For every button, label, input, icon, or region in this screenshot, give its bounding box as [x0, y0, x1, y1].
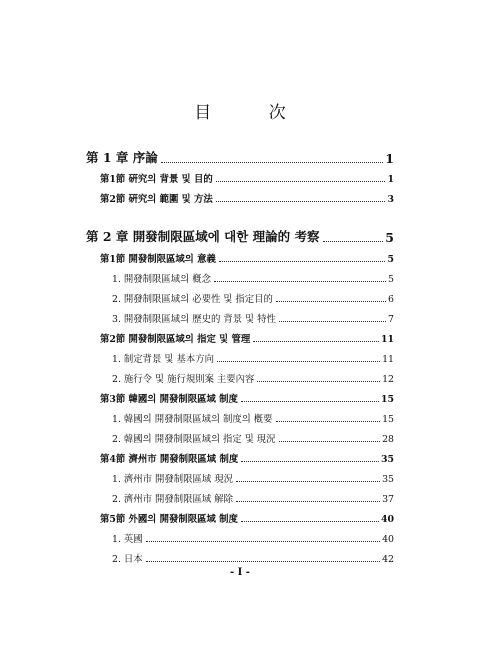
dot-leader — [161, 161, 384, 163]
toc-entry-title: 第2節 硏究의 範圍 및 方法 — [100, 194, 213, 205]
toc-entry-level-3 — [112, 531, 394, 545]
dot-leader — [323, 240, 384, 242]
dot-leader — [216, 180, 386, 182]
toc-entry-page: 11 — [382, 354, 394, 365]
dot-leader — [257, 380, 380, 382]
toc-entry-title: 2. 日本 — [112, 554, 143, 565]
toc-entry-level-2 — [100, 511, 394, 525]
toc-entry-level-3 — [112, 491, 394, 505]
toc-entry-title: 第1節 硏究의 背景 및 目的 — [100, 174, 213, 185]
dot-leader — [279, 320, 386, 322]
toc-entry-title: 1. 韓國의 開發制限區域의 制度의 槪要 — [112, 414, 273, 425]
page-folio: - I - — [230, 567, 250, 578]
dot-leader — [214, 280, 386, 282]
toc-entry-title: 2. 施行令 및 施行規則案 主要內容 — [112, 374, 255, 385]
toc-entry-level-1 — [86, 227, 394, 245]
toc-entry-page: 35 — [380, 454, 394, 465]
toc-entry-page: 35 — [382, 474, 394, 485]
toc-entry-page: 11 — [380, 334, 394, 345]
toc-entry-title: 3. 開發制限區域의 歷史的 背景 및 特性 — [112, 314, 276, 325]
toc-entry-title: 2. 濟州市 開發制限區域 解除 — [112, 494, 234, 505]
toc-entry-title: 第 1 章 序論 — [86, 150, 158, 165]
toc-entry-level-1 — [86, 148, 394, 166]
dot-leader — [216, 200, 386, 202]
toc-entry-title: 第4節 濟州市 開發制限區域 制度 — [100, 454, 239, 465]
toc-entry-page: 1 — [387, 174, 394, 185]
toc-entry-level-3 — [112, 411, 394, 425]
dot-leader — [241, 520, 379, 522]
toc-entry-page: 40 — [382, 534, 394, 545]
dot-leader — [241, 400, 379, 402]
toc-entry-level-2 — [100, 251, 394, 265]
toc-entry-title: 2. 開發制限區域의 必要性 및 指定目的 — [112, 294, 273, 305]
toc-entry-page: 3 — [387, 194, 394, 205]
toc-entry-title: 第2節 開發制限區域의 指定 및 管理 — [100, 334, 251, 345]
toc-entry-level-3 — [112, 271, 394, 285]
toc-entry-title: 2. 韓國의 開發制限區域의 指定 및 現況 — [112, 434, 276, 445]
dot-leader — [236, 480, 380, 482]
toc-entry-title: 第 2 章 開發制限區域에 대한 理論的 考察 — [86, 229, 320, 244]
toc-entry-level-3 — [112, 291, 394, 305]
toc-entry-page: 1 — [385, 151, 394, 166]
toc-entry-page: 40 — [380, 514, 394, 525]
toc-entry-title: 第3節 韓國의 開發制限區域 制度 — [100, 394, 238, 405]
dot-leader — [219, 260, 386, 262]
toc-entry-page: 42 — [382, 554, 394, 565]
dot-leader — [276, 420, 381, 422]
toc-entry-page: 28 — [382, 434, 394, 445]
toc-title: 目 次 — [194, 103, 312, 123]
toc-entry-level-3 — [112, 431, 394, 445]
toc-entry-level-3 — [112, 471, 394, 485]
toc-entry-title: 第5節 外國의 開發制限區域 制度 — [100, 514, 238, 525]
toc-entry-level-2 — [100, 191, 394, 205]
toc-entry-title: 1. 制定背景 및 基本方向 — [112, 354, 214, 365]
toc-entry-title: 1. 英國 — [112, 534, 143, 545]
toc-entry-level-3 — [112, 311, 394, 325]
toc-entry-page: 15 — [382, 414, 394, 425]
toc-entry-page: 5 — [387, 254, 394, 265]
toc-entry-page: 5 — [388, 274, 394, 285]
toc-entry-title: 1. 開發制限區域의 槪念 — [112, 274, 211, 285]
toc-entry-title: 1. 濟州市 開發制限區域 現況 — [112, 474, 234, 485]
toc-entry-level-2 — [100, 171, 394, 185]
toc-entry-title: 第1節 開發制限區域의 意義 — [100, 254, 216, 265]
dot-leader — [253, 340, 379, 342]
toc-entry-page: 6 — [388, 294, 394, 305]
dot-leader — [279, 440, 381, 442]
toc-entry-page: 15 — [380, 394, 394, 405]
toc-entry-level-3 — [112, 551, 394, 565]
toc-entry-page: 7 — [388, 314, 394, 325]
toc-entry-level-2 — [100, 451, 394, 465]
dot-leader — [217, 360, 380, 362]
toc-entry-level-2 — [100, 331, 394, 345]
dot-leader — [146, 560, 380, 562]
dot-leader — [241, 460, 379, 462]
toc-entry-level-3 — [112, 351, 394, 365]
toc-entry-page: 5 — [385, 230, 394, 245]
dot-leader — [236, 500, 380, 502]
toc-entry-page: 37 — [382, 494, 394, 505]
toc-entry-level-2 — [100, 391, 394, 405]
toc-entry-level-3 — [112, 371, 394, 385]
dot-leader — [276, 300, 386, 302]
dot-leader — [146, 540, 380, 542]
toc-entry-page: 12 — [382, 374, 394, 385]
